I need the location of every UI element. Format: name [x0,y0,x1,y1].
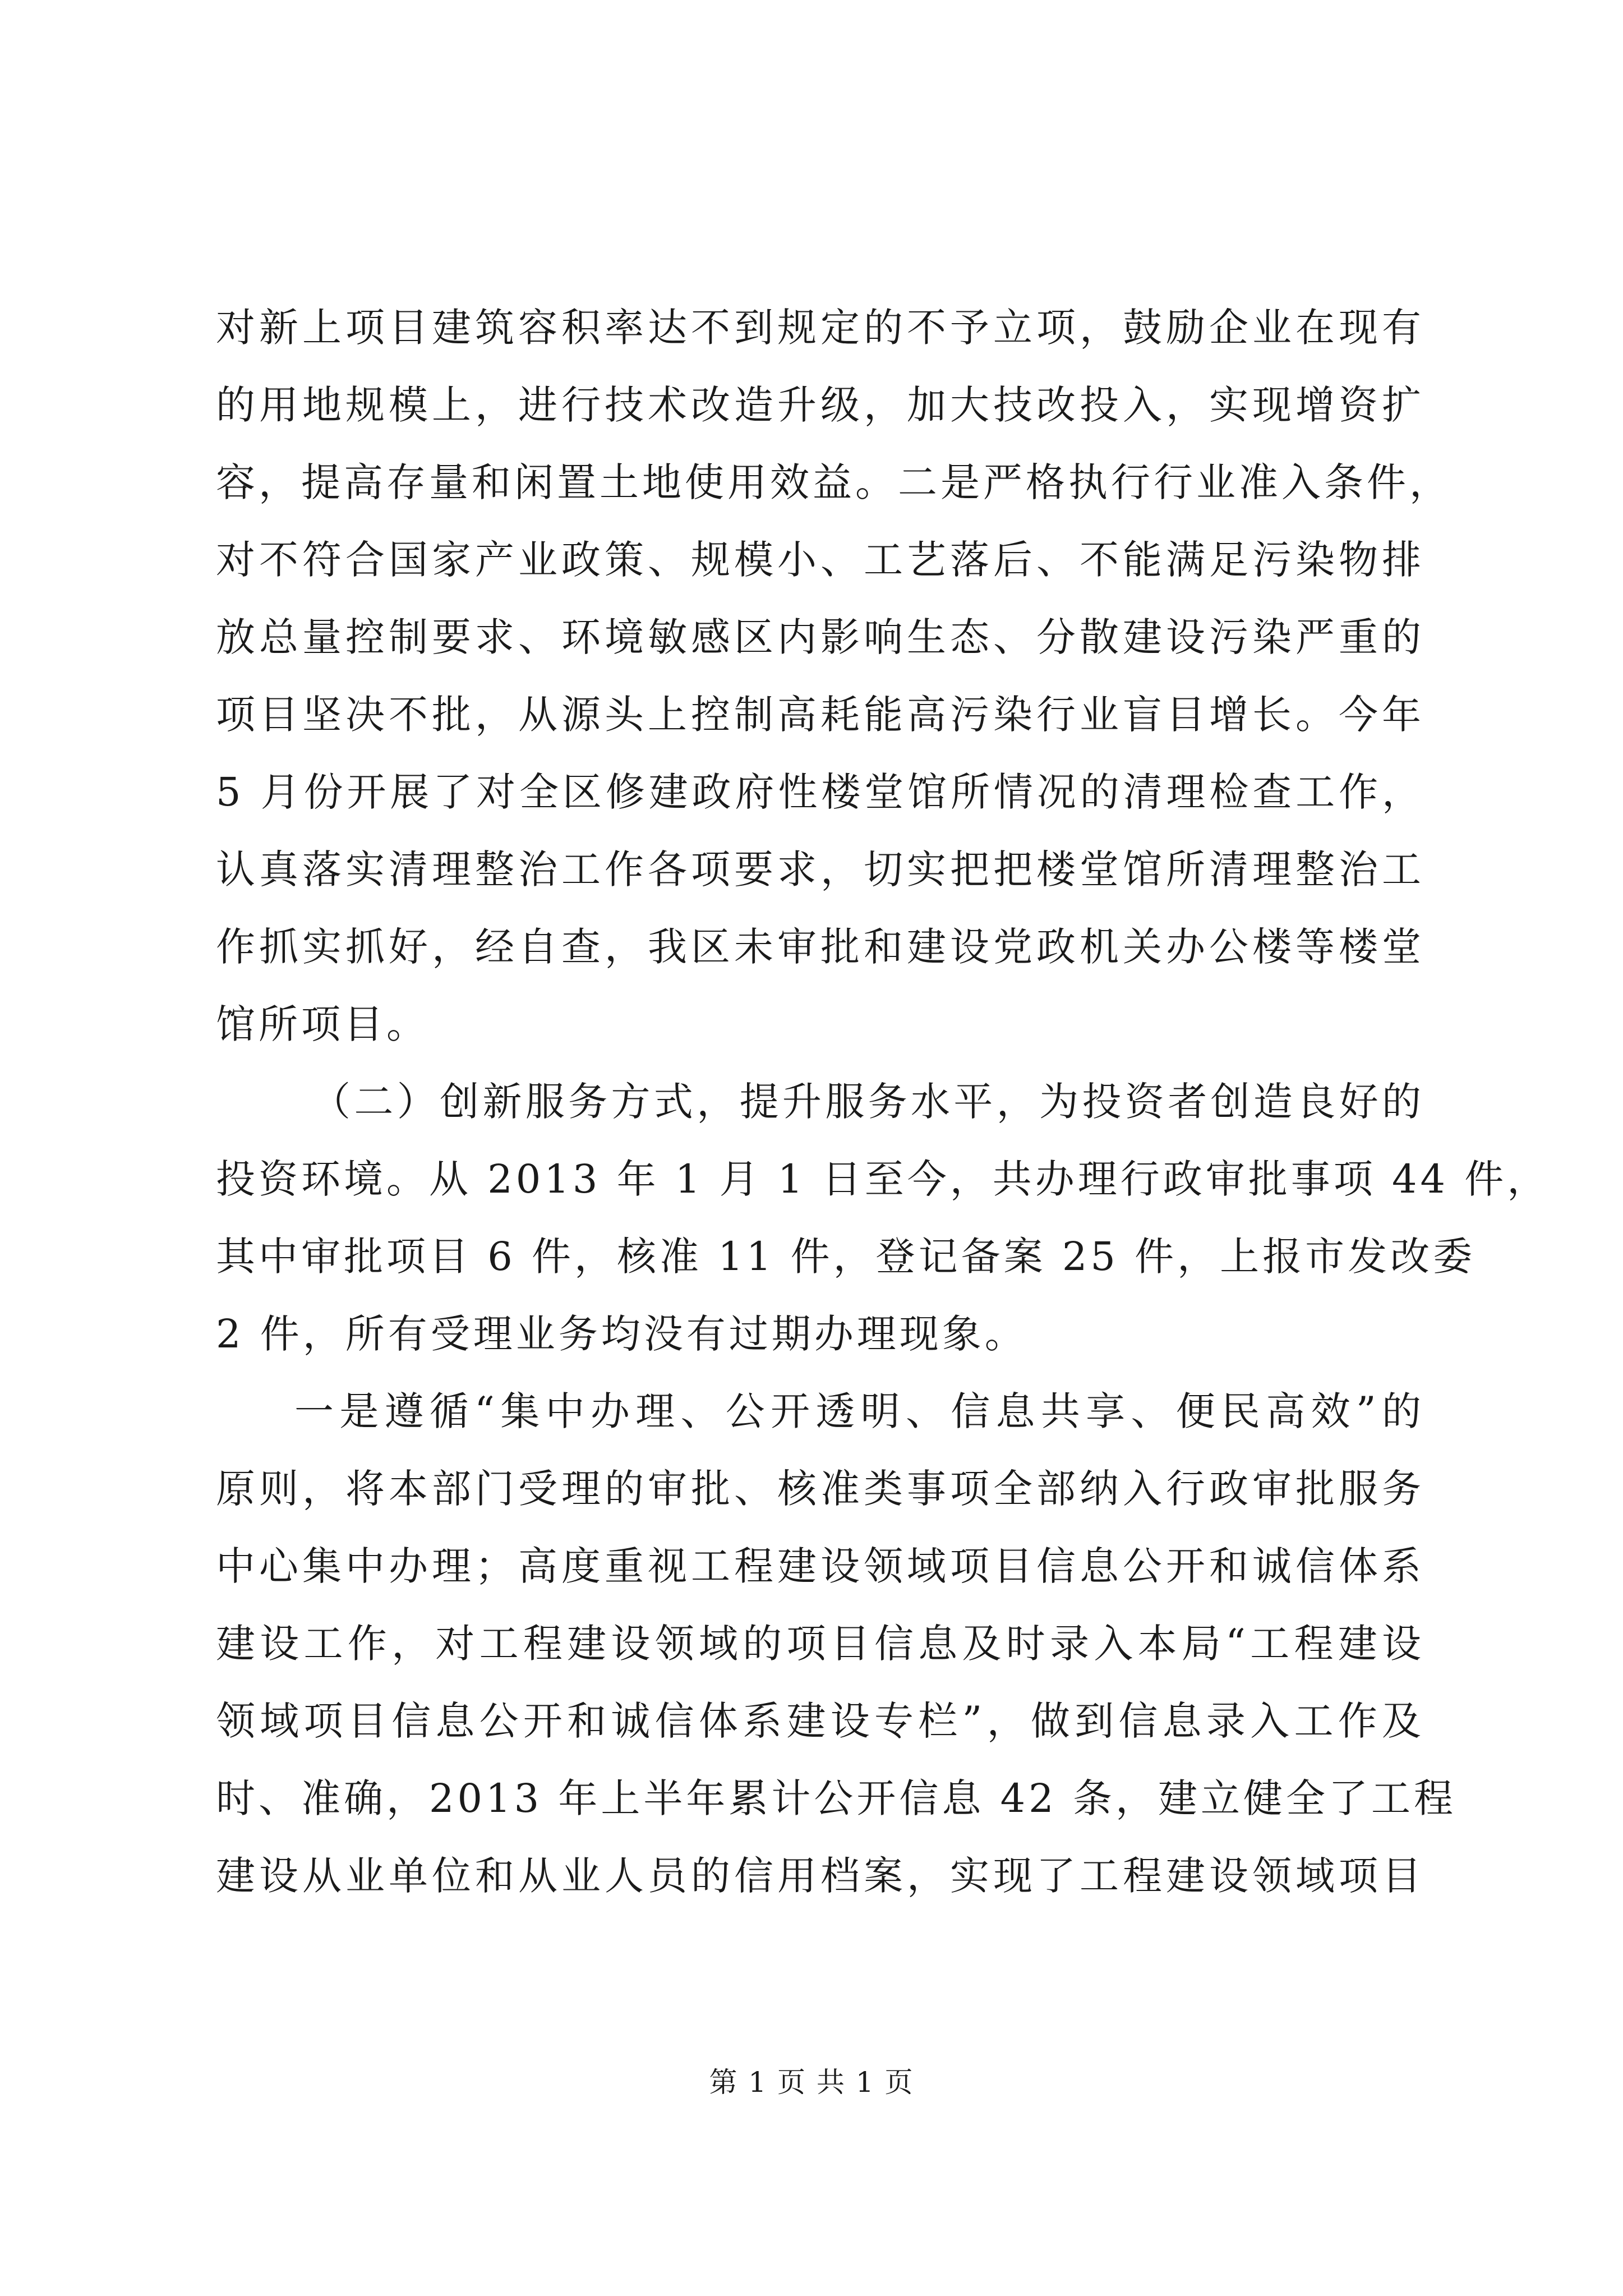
document-body [216,289,1550,1915]
text-line: 建设工作，对工程建设领域的项目信息及时录入本局“工程建设 [216,1621,1424,1667]
text-line: 中心集中办理；高度重视工程建设领域项目信息公开和诚信体系 [216,1543,1424,1589]
text-line: 时、准确，2013 年上半年累计公开信息 42 条，建立健全了工程 [216,1775,1456,1821]
paragraph-3 [216,1373,1456,1915]
text-line: 容，提高存量和闲置土地使用效益。二是严格执行行业准入条件， [216,459,1452,505]
page-number-label: 第 1 页 共 1 页 [709,2066,914,2099]
text-line: 领域项目信息公开和诚信体系建设专栏”，做到信息录入工作及 [216,1698,1424,1744]
text-line: 5 月份开展了对全区修建政府性楼堂馆所情况的清理检查工作， [216,769,1424,815]
text-line: 对不符合国家产业政策、规模小、工艺落后、不能满足污染物排 [216,537,1424,583]
text-line: 其中审批项目 6 件，核准 11 件，登记备案 25 件，上报市发改委 [216,1234,1476,1280]
text-line: 2 件，所有受理业务均没有过期办理现象。 [216,1311,1027,1357]
page-footer [0,2065,1623,2099]
text-line: 馆所项目。 [216,1001,429,1047]
text-line: 投资环境。从 2013 年 1 月 1 日至今，共办理行政审批事项 44 件， [216,1156,1550,1202]
text-line: 放总量控制要求、环境敏感区内影响生态、分散建设污染严重的 [216,614,1424,660]
text-line: 对新上项目建筑容积率达不到规定的不予立项，鼓励企业在现有 [216,305,1424,351]
text-line: 项目坚决不批，从源头上控制高耗能高污染行业盲目增长。今年 [216,692,1424,738]
text-line: 一是遵循“集中办理、公开透明、信息共享、便民高效”的 [294,1388,1424,1434]
paragraph-2 [216,1063,1550,1373]
text-line: 原则，将本部门受理的审批、核准类事项全部纳入行政审批服务 [216,1466,1424,1512]
text-line: 作抓实抓好，经自查，我区未审批和建设党政机关办公楼等楼堂 [216,924,1424,970]
paragraph-1 [216,289,1452,1063]
text-line: 认真落实清理整治工作各项要求，切实把把楼堂馆所清理整治工 [216,846,1424,892]
text-line: （二）创新服务方式，提升服务水平，为投资者创造良好的 [311,1079,1424,1125]
text-line: 的用地规模上，进行技术改造升级，加大技改投入，实现增资扩 [216,382,1424,428]
text-line: 建设从业单位和从业人员的信用档案，实现了工程建设领域项目 [216,1853,1424,1899]
